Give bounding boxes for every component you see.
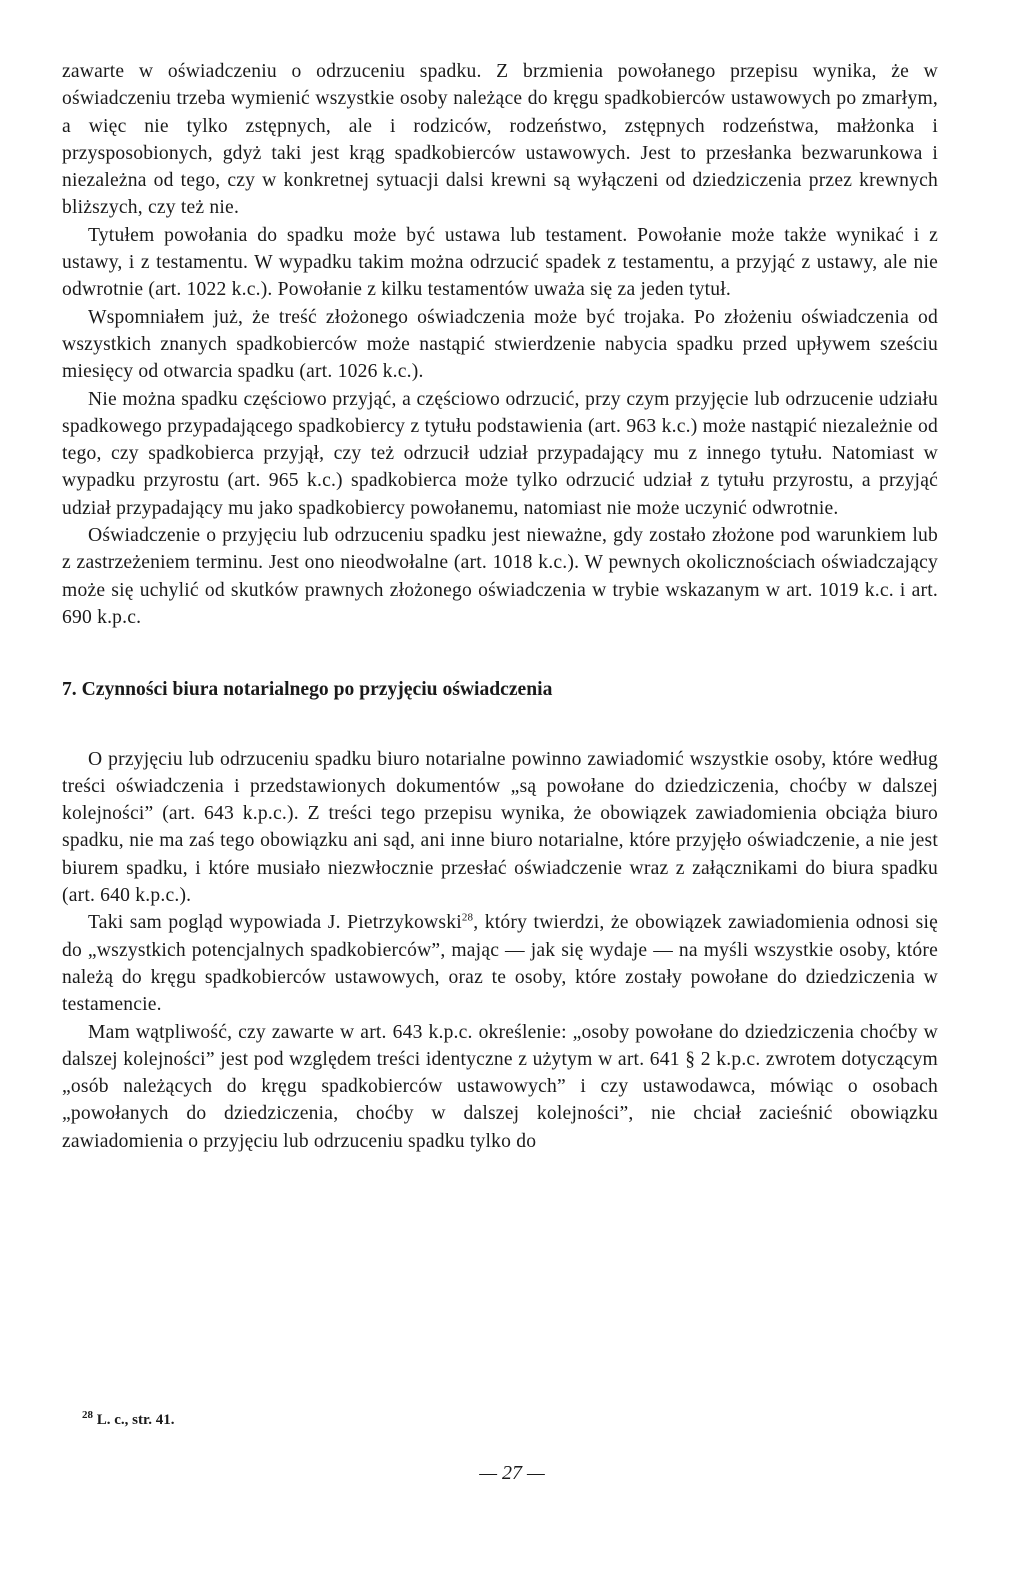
- paragraph-with-footnote: [62, 909, 938, 1018]
- paragraph-3: Wspomniałem już, że treść złożonego oświadczenia może być trojaka. Po złożeniu oświadczenia od wszystkich znanych spadkobierców może nastąpić stwierdzenie nabycia spadku przed upływem sześciu miesięcy od otwarcia spadku (art. 1026 k.c.).: [62, 306, 938, 383]
- section-paragraph-1: O przyjęciu lub odrzuceniu spadku biuro notarialne powinno zawiadomić wszystkie osoby, które według treści oświadczenia i przedstawionych dokumentów „są powołane do dziedziczenia, choćby w dalszej kolejności” (art. 643 k.p.c.). Z treści tego przepisu wynika, że obowiązek zawiadomienia obciąża biuro spadku, nie ma zaś tego obowiązku ani sąd, ani inne biuro notarialne, które przyjęło oświadczenie, a nie jest biurem spadku, i które musiało niezwłocznie przesłać oświadczenie wraz z załącznikami do biura spadku (art. 640 k.p.c.).: [62, 748, 938, 907]
- paragraph-1: zawarte w oświadczeniu o odrzuceniu spadku. Z brzmienia powołanego przepisu wynika, że w oświadczeniu trzeba wymienić wszystkie osoby należące do kręgu spadkobierców ustawowych po zmarłym, a więc nie tylko zstępnych, ale i rodziców, rodzeństwo, zstępnych rodzeństwa, małżonka i przysposobionych, gdyż taki jest krąg spadkobierców ustawowych. Jest to przesłanka bezwarunkowa i niezależna od tego, czy w konkretnej sytuacji dalsi krewni są wyłączeni od dziedziczenia przez krewnych bliższych, czy też nie.: [62, 61, 938, 219]
- footnote: [82, 1410, 175, 1430]
- footnote-text: L. c., str. 41.: [96, 1412, 175, 1428]
- last-paragraph: Mam wątpliwość, czy zawarte w art. 643 k.p.c. określenie: „osoby powołane do dziedziczenia choćby w dalszej kolejności” jest pod względem treści identyczne z użytym w art. 641 § 2 k.p.c. zwrotem dotyczącym „osób należących do kręgu spadkobierców ustawowych” i czy ustawodawca, mówiąc o osobach „powołanych do dziedziczenia, choćby w dalszej kolejności”, nie chciał zacieśnić obowiązku zawiadomienia o przyjęciu lub odrzuceniu spadku tylko do: [62, 1021, 938, 1152]
- section-heading: 7. Czynności biura notarialnego po przyjęciu oświadczenia: [62, 679, 553, 701]
- footnote-reference: 28: [461, 911, 474, 924]
- paragraph-text-before-ref: Taki sam pogląd wypowiada J. Pietrzykowski: [88, 912, 462, 934]
- paragraph-5: Oświadczenie o przyjęciu lub odrzuceniu spadku jest nieważne, gdy zostało złożone pod warunkiem lub z zastrzeżeniem terminu. Jest ono nieodwołalne (art. 1018 k.c.). W pewnych okolicznościach oświadczający może się uchylić od skutków prawnych złożonego oświadczenia w trybie wskazanym w art. 1019 k.c. i art. 690 k.p.c.: [62, 525, 938, 628]
- paragraph-4: Nie można spadku częściowo przyjąć, a częściowo odrzucić, przy czym przyjęcie lub odrzucenie udziału spadkowego przypadającego spadkobiercy z tytułu podstawienia (art. 963 k.c.) może nastąpić niezależnie od tego, czy spadkobierca przyjął, czy też odrzucił udział przypadający mu z innego tytułu. Natomiast w wypadku przyrostu (art. 965 k.c.) spadkobierca może tylko odrzucić udział z tytułu przyrostu, a przyjąć udział przypadający mu jako spadkobiercy powołanemu, natomiast nie może uczynić odwrotnie.: [62, 388, 938, 519]
- footnote-number: 28: [82, 1409, 93, 1421]
- paragraph-2: Tytułem powołania do spadku może być ustawa lub testament. Powołanie może także wynikać i z ustawy, i z testamentu. W wypadku takim można odrzucić spadek z testamentu, a przyjąć z ustawy, ale nie odwrotnie (art. 1022 k.c.). Powołanie z kilku testamentów uważa się za jeden tytuł.: [62, 224, 938, 301]
- page-number: — 27 —: [479, 1462, 545, 1484]
- paragraph-text-after-ref: , który twierdzi, że obowiązek zawiadomienia odnosi się do „wszystkich potencjalnych spadkobierców”, mając — jak się wydaje — na myśli wszystkie osoby, które należą do kręgu spadkobierców ustawowych, oraz te osoby, które zostały powołane do dziedziczenia w testamencie.: [62, 912, 938, 1016]
- page-body: [62, 58, 938, 1155]
